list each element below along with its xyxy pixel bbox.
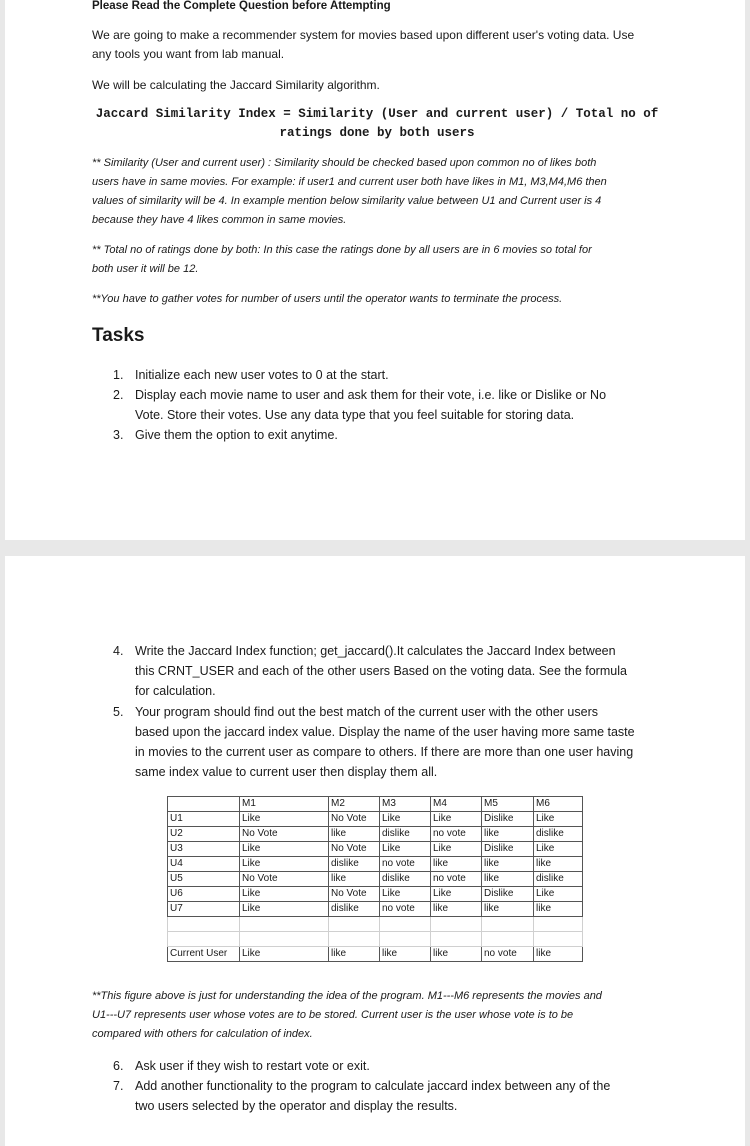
task-line: in movies to the current user as compare to others. If there are more than one user having	[135, 745, 634, 759]
table-cell: dislike	[329, 902, 380, 917]
empty-cell	[534, 917, 583, 932]
table-cell: like	[534, 947, 583, 962]
table-header-row	[168, 797, 583, 812]
task-item	[113, 1076, 611, 1116]
empty-cell	[329, 917, 380, 932]
gather-votes-note: **You have to gather votes for number of users until the operator wants to terminate the process.	[92, 293, 563, 305]
table-cell: No Vote	[240, 827, 329, 842]
table-row	[168, 857, 583, 872]
intro-line: We are going to make a recommender system for movies based upon different user's voting data. Use	[92, 28, 635, 42]
task-item	[113, 641, 635, 701]
task-line: Add another functionality to the program to calculate jaccard index between any of the	[135, 1079, 611, 1093]
task-item	[113, 1056, 610, 1076]
table-cell: dislike	[380, 872, 431, 887]
intro-paragraph	[92, 26, 634, 64]
table-cell: Like	[431, 887, 482, 902]
table-cell: M2	[329, 797, 380, 812]
empty-cell	[482, 917, 534, 932]
page-1	[5, 0, 745, 540]
note-line: compared with others for calculation of index.	[92, 1028, 313, 1040]
table-cell: U5	[168, 872, 240, 887]
empty-cell	[534, 932, 583, 947]
task-line: based upon the jaccard index value. Display the name of the user having more same taste	[135, 725, 635, 739]
note-line: U1---U7 represents user whose votes are to be stored. Current user is the user whose vote is to be	[92, 1009, 574, 1021]
table-cell: dislike	[534, 827, 583, 842]
table-cell: like	[482, 857, 534, 872]
empty-cell	[329, 932, 380, 947]
table-row	[168, 812, 583, 827]
page-heading: Please Read the Complete Question before Attempting	[92, 0, 391, 12]
formula-line: Jaccard Similarity Index = Similarity (User and current user) / Total no of	[95, 107, 659, 121]
table-cell: Like	[534, 887, 583, 902]
task-line: Display each movie name to user and ask them for their vote, i.e. like or Dislike or No	[135, 388, 607, 402]
table-cell: No Vote	[329, 812, 380, 827]
table-cell: Like	[240, 902, 329, 917]
task-line: same index value to current user then display them all.	[135, 765, 438, 779]
task-number: 3.	[113, 428, 124, 442]
table-cell: No Vote	[329, 887, 380, 902]
empty-cell	[240, 917, 329, 932]
formula	[92, 105, 662, 143]
tasks-heading: Tasks	[92, 325, 145, 346]
total-ratings-note	[92, 241, 592, 279]
task-number: 7.	[113, 1079, 124, 1093]
table-row	[168, 902, 583, 917]
table-cell: no vote	[431, 872, 482, 887]
task-line: this CRNT_USER and each of the other users Based on the voting data. See the formula	[135, 664, 627, 678]
table-cell: Like	[534, 842, 583, 857]
table-cell: Like	[380, 812, 431, 827]
table-cell: No Vote	[329, 842, 380, 857]
task-list	[113, 365, 607, 445]
table-cell: Dislike	[482, 887, 534, 902]
empty-cell	[168, 932, 240, 947]
note-line: ** Similarity (User and current user) : Similarity should be checked based upon common no of likes both	[92, 157, 597, 169]
task-item	[113, 425, 606, 445]
table-row	[168, 887, 583, 902]
table-cell: like	[534, 902, 583, 917]
table-cell: like	[534, 857, 583, 872]
current-user-row	[168, 947, 583, 962]
empty-cell	[431, 932, 482, 947]
table-cell: Like	[534, 812, 583, 827]
note-line: values of similarity will be 4. In example mention below similarity value between U1 and Current user is 4	[92, 195, 602, 207]
table-cell: like	[329, 827, 380, 842]
empty-cell	[168, 917, 240, 932]
table-cell: U2	[168, 827, 240, 842]
table-cell: like	[380, 947, 431, 962]
task-number: 1.	[113, 368, 124, 382]
table-empty-row	[168, 932, 583, 947]
table-cell: no vote	[380, 902, 431, 917]
task-number: 5.	[113, 705, 124, 719]
table-cell: Like	[240, 842, 329, 857]
task-line: Vote. Store their votes. Use any data type that you feel suitable for storing data.	[135, 408, 575, 422]
task-item	[113, 385, 607, 425]
similarity-note	[92, 154, 607, 230]
note-line: because they have 4 likes common in same movies.	[92, 214, 347, 226]
note-line: **This figure above is just for understanding the idea of the program. M1---M6 represents the movies and	[92, 990, 602, 1002]
table-row	[168, 872, 583, 887]
empty-cell	[380, 932, 431, 947]
table-cell: Like	[240, 947, 329, 962]
table-cell: dislike	[380, 827, 431, 842]
empty-cell	[380, 917, 431, 932]
table-cell: Like	[431, 842, 482, 857]
table-cell: M6	[534, 797, 583, 812]
table-cell: U6	[168, 887, 240, 902]
table-cell: M4	[431, 797, 482, 812]
task-number: 6.	[113, 1059, 124, 1073]
intro-line: any tools you want from lab manual.	[92, 47, 285, 61]
table-cell: Like	[380, 842, 431, 857]
task-item	[113, 702, 635, 782]
table-cell: Like	[240, 857, 329, 872]
table-cell: Like	[431, 812, 482, 827]
table-cell: dislike	[534, 872, 583, 887]
table-cell: like	[482, 872, 534, 887]
table-cell: M1	[240, 797, 329, 812]
empty-cell	[482, 932, 534, 947]
task-line: two users selected by the operator and display the results.	[135, 1099, 458, 1113]
table-cell: no vote	[380, 857, 431, 872]
table-cell: like	[329, 872, 380, 887]
formula-line: ratings done by both users	[279, 126, 475, 140]
empty-cell	[431, 917, 482, 932]
table-cell: no vote	[482, 947, 534, 962]
table-cell: M3	[380, 797, 431, 812]
note-line: users have in same movies. For example: if user1 and current user both have likes in M1, M3,M4,M6 then	[92, 176, 607, 188]
table-cell: Dislike	[482, 842, 534, 857]
table-cell: like	[431, 947, 482, 962]
page-2	[5, 556, 745, 1146]
note-line: both user it will be 12.	[92, 263, 199, 275]
table-cell: Like	[380, 887, 431, 902]
task-list	[113, 641, 635, 782]
figure-note	[92, 987, 664, 1044]
table-cell: like	[431, 857, 482, 872]
table-cell	[168, 797, 240, 812]
table-cell: U3	[168, 842, 240, 857]
table-cell: Like	[240, 812, 329, 827]
task-line: Initialize each new user votes to 0 at the start.	[135, 368, 389, 382]
task-number: 2.	[113, 388, 124, 402]
table-empty-row	[168, 917, 583, 932]
table-cell: U4	[168, 857, 240, 872]
table-cell: M5	[482, 797, 534, 812]
table-cell: No Vote	[240, 872, 329, 887]
task-line: Your program should find out the best match of the current user with the other users	[135, 705, 598, 719]
task-line: for calculation.	[135, 684, 216, 698]
table-cell: U7	[168, 902, 240, 917]
table-cell: like	[329, 947, 380, 962]
votes-table	[167, 796, 583, 962]
task-item	[113, 365, 606, 385]
task-line: Give them the option to exit anytime.	[135, 428, 338, 442]
table-row	[168, 827, 583, 842]
note-line: ** Total no of ratings done by both: In this case the ratings done by all users are in 6 movies so total for	[92, 244, 592, 256]
table-cell: Like	[240, 887, 329, 902]
table-cell: U1	[168, 812, 240, 827]
calc-line: We will be calculating the Jaccard Similarity algorithm.	[92, 78, 380, 92]
table-cell: like	[431, 902, 482, 917]
table-cell: no vote	[431, 827, 482, 842]
table-cell: like	[482, 827, 534, 842]
task-line: Ask user if they wish to restart vote or exit.	[135, 1059, 370, 1073]
table-row	[168, 842, 583, 857]
table-cell: Dislike	[482, 812, 534, 827]
task-number: 4.	[113, 644, 124, 658]
task-list	[113, 1056, 611, 1116]
table-cell: Current User	[168, 947, 240, 962]
empty-cell	[240, 932, 329, 947]
table-cell: like	[482, 902, 534, 917]
task-line: Write the Jaccard Index function; get_jaccard().It calculates the Jaccard Index between	[135, 644, 616, 658]
table-cell: dislike	[329, 857, 380, 872]
